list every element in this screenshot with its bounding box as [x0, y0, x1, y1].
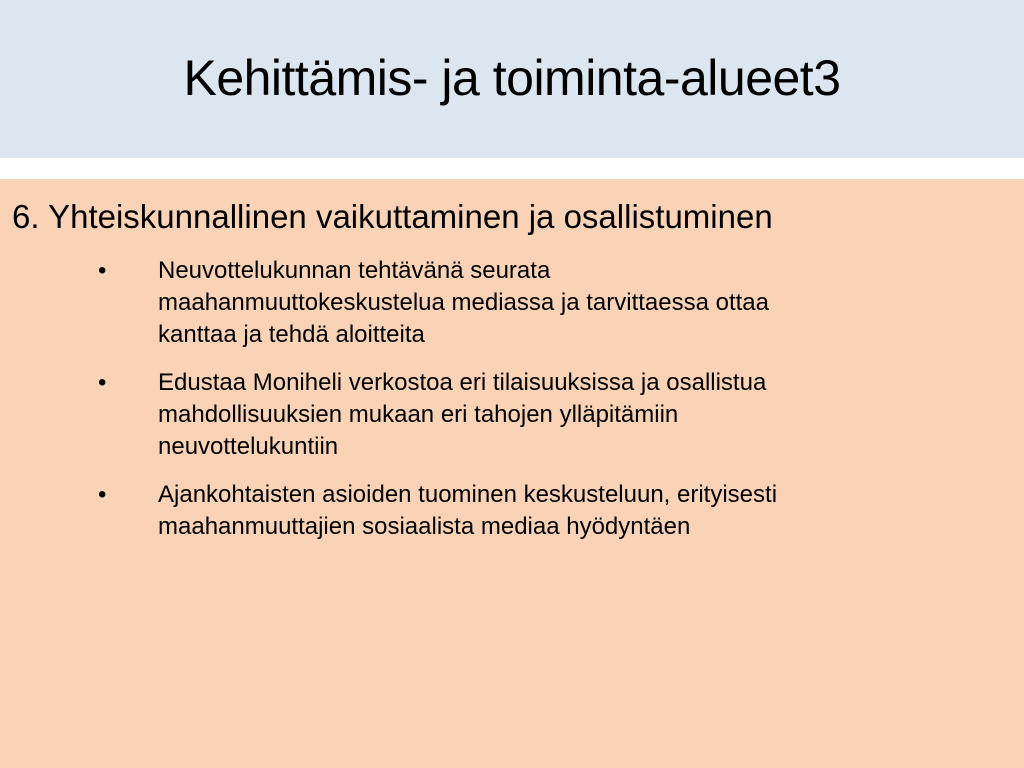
bullet-line: Neuvottelukunnan tehtävänä seurata	[158, 257, 551, 284]
bullet-line: neuvottelukuntiin	[158, 433, 339, 460]
bullet-line: mahdollisuuksien mukaan eri tahojen ylläpitämiin	[158, 401, 679, 428]
bullet-marker: •	[98, 481, 107, 508]
bullet-item	[0, 479, 1024, 543]
content-band	[0, 179, 1024, 768]
bullet-item	[0, 255, 1024, 351]
bullet-line: maahanmuuttajien sosiaalista mediaa hyödyntäen	[158, 513, 691, 540]
bullet-line: kanttaa ja tehdä aloitteita	[158, 321, 425, 348]
bullet-list	[0, 255, 1024, 559]
bullet-line: maahanmuuttokeskustelua mediassa ja tarvittaessa ottaa	[158, 289, 770, 316]
bullet-marker: •	[98, 369, 107, 396]
title-band	[0, 0, 1024, 158]
bullet-line: Ajankohtaisten asioiden tuominen keskusteluun, erityisesti	[158, 481, 778, 508]
bullet-marker: •	[98, 257, 107, 284]
section-heading: 6. Yhteiskunnallinen vaikuttaminen ja osallistuminen	[12, 198, 773, 235]
slide-title: Kehittämis- ja toiminta-alueet3	[183, 50, 841, 106]
bullet-item	[0, 367, 1024, 463]
bullet-line: Edustaa Moniheli verkostoa eri tilaisuuksissa ja osallistua	[158, 369, 767, 396]
